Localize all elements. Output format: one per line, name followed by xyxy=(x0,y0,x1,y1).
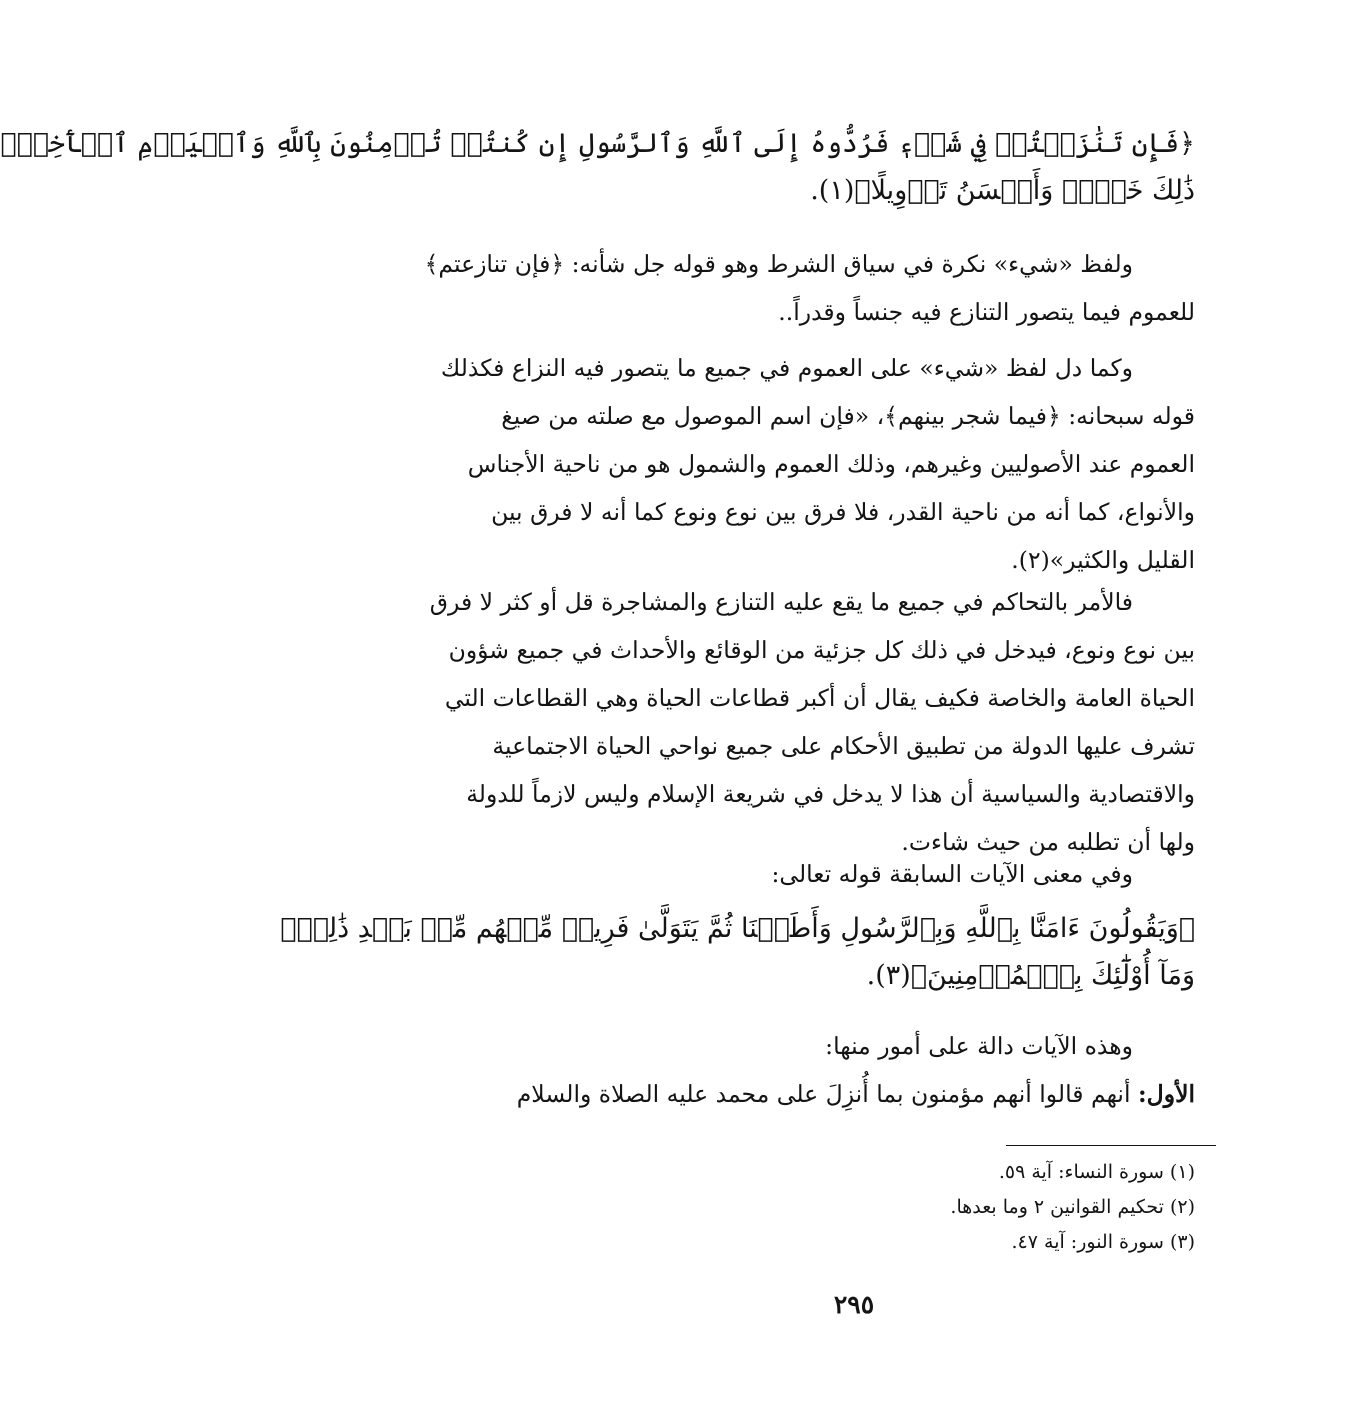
paragraph-1 xyxy=(424,240,1195,336)
paragraph-3-line-2: بين نوع ونوع، فيدخل في ذلك كل جزئية من الوقائع والأحداث في جميع شؤون xyxy=(448,636,1195,664)
verse-2-line-2: وَمَآ أُوْلَٰٓئِكَ بِٱلۡمُؤۡمِنِينَ﴾(٣). xyxy=(866,960,1195,991)
paragraph-5-line-1: وهذه الآيات دالة على أمور منها: xyxy=(825,1032,1133,1060)
paragraph-2 xyxy=(440,344,1195,584)
paragraph-2-line-2: قوله سبحانه: ﴿فيما شجر بينهم﴾، «فإن اسم الموصول مع صلته من صيغ xyxy=(501,402,1195,430)
footnote-3: (٣) سورة النور: آية ٤٧. xyxy=(1011,1231,1195,1253)
paragraph-3-line-6: ولها أن تطلبه من حيث شاءت. xyxy=(901,828,1195,856)
footnotes xyxy=(506,1155,1195,1260)
paragraph-3-line-4: تشرف عليها الدولة من تطبيق الأحكام على جميع نواحي الحياة الاجتماعية xyxy=(492,732,1195,760)
footnote-separator xyxy=(1006,1145,1216,1146)
quran-verse-1 xyxy=(0,120,1195,214)
footnote-1: (١) سورة النساء: آية ٥٩. xyxy=(998,1161,1195,1183)
footnote-2: (٢) تحكيم القوانين ٢ وما بعدها. xyxy=(950,1196,1195,1218)
paragraph-3-line-5: والاقتصادية والسياسية أن هذا لا يدخل في شريعة الإسلام وليس لازماً للدولة xyxy=(466,780,1195,808)
paragraph-3-line-3: الحياة العامة والخاصة فكيف يقال أن أكبر قطاعات الحياة وهي القطاعات التي xyxy=(444,684,1195,712)
quran-verse-2 xyxy=(280,905,1195,999)
paragraph-3 xyxy=(429,578,1195,866)
paragraph-2-line-1: وكما دل لفظ «شيء» على العموم في جميع ما يتصور فيه النزاع فكذلك xyxy=(440,354,1133,382)
paragraph-3-line-1: فالأمر بالتحاكم في جميع ما يقع عليه التنازع والمشاجرة قل أو كثر لا فرق xyxy=(429,588,1133,616)
paragraph-1-line-1: ولفظ «شيء» نكرة في سياق الشرط وهو قوله جل شأنه: ﴿فإن تنازعتم﴾ xyxy=(424,250,1133,278)
first-point-label: الأول: xyxy=(1137,1080,1195,1108)
paragraph-4-line-1: وفي معنى الآيات السابقة قوله تعالى: xyxy=(771,860,1133,888)
verse-1-line-2: ذَٰلِكَ خَيۡرٞ وَأَحۡسَنُ تَأۡوِيلًا﴾(١). xyxy=(810,175,1195,206)
paragraph-2-line-3: العموم عند الأصوليين وغيرهم، وذلك العموم والشمول هو من ناحية الأجناس xyxy=(467,450,1195,478)
page-number: ٢٩٥ xyxy=(833,1290,875,1319)
paragraph-1-line-2: للعموم فيما يتصور التنازع فيه جنساً وقدراً.. xyxy=(778,298,1195,326)
first-point-text: أنهم قالوا أنهم مؤمنون بما أُنزِلَ على محمد عليه الصلاة والسلام xyxy=(516,1080,1138,1108)
paragraph-4 xyxy=(506,850,1195,898)
verse-1-line-1: ﴿فَإِن تَنَٰزَعۡتُمۡ فِي شَيۡءٖ فَرُدُّوهُ إِلَى ٱللَّهِ وَٱلرَّسُولِ إِن كُنتُمۡ تُؤۡمِنُونَ بِٱللَّهِ وَٱلۡيَوۡمِ ٱلۡأٓخِرِۚ xyxy=(0,128,1195,159)
paragraph-2-line-5: القليل والكثير»(٢). xyxy=(1011,546,1195,574)
paragraph-5-line-2 xyxy=(506,1070,1195,1118)
verse-2-line-1: ﴿وَيَقُولُونَ ءَامَنَّا بِٱللَّهِ وَبِٱلرَّسُولِ وَأَطَعۡنَا ثُمَّ يَتَوَلَّىٰ فَرِيقٞ مِّنۡهُم مِّنۢ بَعۡدِ ذَٰلِكَۚ xyxy=(280,913,1195,944)
paragraph-5 xyxy=(506,1022,1195,1118)
paragraph-2-line-4: والأنواع، كما أنه من ناحية القدر، فلا فرق بين نوع ونوع كما أنه لا فرق بين xyxy=(491,498,1195,526)
